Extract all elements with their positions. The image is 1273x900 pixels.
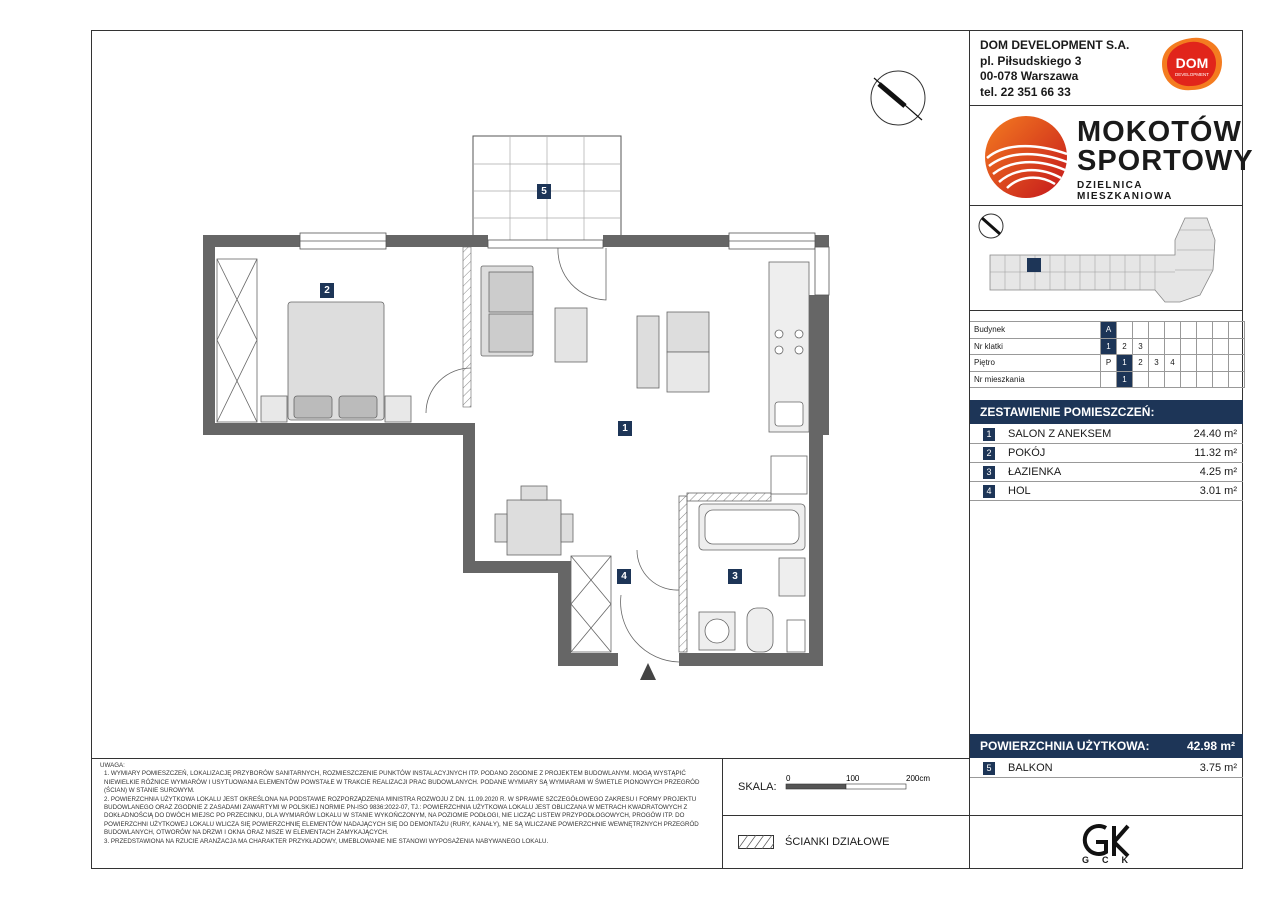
gck-letters: GCK	[1082, 855, 1141, 865]
location-table-row	[970, 338, 1245, 355]
room-name: BALKON	[1008, 762, 1053, 774]
room-row	[970, 444, 1243, 463]
location-table-cell	[1101, 371, 1117, 388]
total-area-bar	[970, 734, 1243, 758]
company-phone: tel. 22 351 66 33	[980, 84, 1071, 99]
room-area: 11.32 m²	[1194, 447, 1237, 459]
partition-wall	[463, 247, 471, 407]
plan-label-room-2: 2	[320, 283, 334, 298]
room-name: HOL	[1008, 485, 1031, 497]
location-table-cell: 1	[1117, 371, 1133, 388]
location-table	[970, 321, 1245, 388]
sofa	[481, 266, 587, 362]
location-table-cell	[1213, 338, 1229, 355]
scale-tick-0: 0	[786, 774, 791, 783]
location-table-cell: A	[1101, 322, 1117, 339]
location-table-cell	[1197, 338, 1213, 355]
room-area: 3.75 m²	[1199, 762, 1237, 774]
location-table-cell: 4	[1165, 355, 1181, 372]
note-item-1: 1. WYMIARY POMIESZCZEŃ, LOKALIZACJĘ PRZYBORÓW SANITARNYCH, ROZMIESZCZENIE PUNKTÓW INSTALACYJNYCH ITP. PODANO ZGODNIE Z PROJEKTEM BUDOWLANYM. MOGĄ WYSTĄPIĆ NIEWIELKIE RÓŻNICE WYMIARÓW I USYTUOWANIA ELEMENTÓW POWSTAŁE W TRAKCIE REALIZACJI PRAC BUDOWLANYCH. PODANE WYMIARY SĄ WYMIARAMI W ŚWIETLE PIONOWYCH PRZEGRÓD (ŚCIAN) W STANIE SUROWYM.	[104, 770, 700, 795]
room-number-badge: 4	[983, 485, 995, 498]
location-table-cell	[1181, 355, 1197, 372]
location-table-cell	[1181, 338, 1197, 355]
location-table-cell: 3	[1149, 355, 1165, 372]
room-row	[970, 482, 1243, 501]
location-table-label: Nr mieszkania	[970, 371, 1101, 388]
location-table-cell	[1165, 338, 1181, 355]
mini-compass-icon	[979, 214, 1003, 238]
location-table-cell: P	[1101, 355, 1117, 372]
minimap-divider	[970, 310, 1243, 311]
wardrobe	[217, 259, 257, 422]
location-table-cell	[1117, 322, 1133, 339]
brand-subtitle: DZIELNICA MIESZKANIOWA	[1077, 180, 1173, 202]
location-table-cell	[1181, 371, 1197, 388]
room-area: 24.40 m²	[1193, 428, 1237, 440]
company-info	[980, 38, 1129, 100]
location-table-cell	[1149, 371, 1165, 388]
brand-title-line-1: MOKOTÓW	[1077, 116, 1242, 148]
location-table-cell	[1149, 338, 1165, 355]
mokotow-logo-icon	[983, 114, 1069, 200]
kitchen-counter	[769, 262, 809, 432]
brand-title	[1077, 118, 1254, 176]
location-table-cell	[1165, 371, 1181, 388]
room-number-badge: 2	[983, 447, 995, 460]
room-row	[970, 425, 1243, 444]
hall-wardrobe	[571, 556, 611, 652]
location-table-cell	[1133, 371, 1149, 388]
scale-bar	[782, 772, 942, 794]
location-table-cell	[1229, 371, 1245, 388]
location-table-cell	[1229, 355, 1245, 372]
plan-label-room-5: 5	[537, 184, 551, 199]
location-table-cell	[1229, 322, 1245, 339]
room-row	[970, 463, 1243, 482]
note-item-3: 3. PRZEDSTAWIONA NA RZUCIE ARANŻACJA MA CHARAKTER PRZYKŁADOWY, UMEBLOWANIE NIE STANOWI WYPOSAŻENIA NABYWANEGO LOKALU.	[104, 837, 549, 845]
location-table-cell	[1229, 338, 1245, 355]
dom-development-logo	[1160, 36, 1224, 92]
utility-shaft	[771, 456, 807, 494]
company-address-1: pl. Piłsudskiego 3	[980, 53, 1082, 68]
location-table-cell: 1	[1101, 338, 1117, 355]
plan-label-room-1: 1	[618, 421, 632, 436]
selected-apartment-marker	[1027, 258, 1041, 272]
scale-label: SKALA:	[738, 781, 777, 793]
location-table-cell: 2	[1133, 355, 1149, 372]
company-divider	[970, 105, 1243, 106]
floor-plan	[91, 30, 969, 758]
location-table-cell	[1197, 355, 1213, 372]
dining-table	[495, 486, 573, 555]
scale-tick-200: 200cm	[906, 774, 931, 783]
note-item-2: 2. POWIERZCHNIA UŻYTKOWA LOKALU JEST OKREŚLONA NA PODSTAWIE ROZPORZĄDZENIA MINISTRA ROZWOJU Z DN. 11.09.2020 R. W SPRAWIE SZCZEGÓŁOWEGO ZAKRESU I FORMY PROJEKTU BUDOWLANEGO ORAZ ZGODNIE Z ZASADAMI ZAWARTYMI W POLSKIEJ NORMIE PN-ISO 9836:2022-07, TJ.: POWIERZCHNIA UŻYTKOWA LOKALU JEST OBLICZANA W METRACH KWADRATOWYCH Z DOKŁADNOŚCIĄ DO DWÓCH MIEJSC PO PRZECINKU, DLA WYMIARÓW LOKALU W STANIE WYKOŃCZONYM, NA POZIOMIE PODŁOGI, NIE LICZĄC LISTEW PRZYPODŁOGOWYCH, PROGÓW ITP. DO POWIERZCHNI UŻYTKOWEJ LOKALU WLICZA SIĘ POWIERZCHNIĘ ELEMENTÓW NADAJĄCYCH SIĘ DO DEMONTAŻU (RURY, KANAŁY), NIE SĄ WLICZANE POWIERZCHNIE WEWNĘTRZNYCH PRZEGRÓD BUDOWLANYCH, OTWORÓW NA DRZWI I OKNA ORAZ NISZE W ELEMENTACH ZAMYKAJĄCYCH.	[104, 795, 699, 837]
bathroom-door-swing	[637, 550, 679, 590]
bathroom	[679, 493, 805, 652]
location-table-cell	[1213, 371, 1229, 388]
gck-divider	[970, 815, 1243, 816]
dom-logo-subtext: DEVELOPMENT	[1174, 72, 1210, 77]
balcony-row	[970, 759, 1243, 778]
location-table-label: Piętro	[970, 355, 1101, 372]
north-arrow-icon	[871, 71, 925, 125]
legend-label: ŚCIANKI DZIAŁOWE	[785, 836, 890, 848]
room-area: 3.01 m²	[1199, 485, 1237, 497]
location-table-cell	[1165, 322, 1181, 339]
location-table-row	[970, 322, 1245, 339]
location-table-cell: 3	[1133, 338, 1149, 355]
total-area-label: POWIERZCHNIA UŻYTKOWA:	[980, 739, 1150, 753]
location-table-cell	[1133, 322, 1149, 339]
notes-block	[100, 762, 716, 846]
entrance-door-swing	[621, 595, 679, 662]
location-table-row	[970, 371, 1245, 388]
location-table-label: Budynek	[970, 322, 1101, 339]
location-table-cell	[1197, 322, 1213, 339]
location-table-cell: 1	[1117, 355, 1133, 372]
partition-wall-legend-icon	[738, 835, 774, 849]
room-number-badge: 1	[983, 428, 995, 441]
brand-divider	[970, 205, 1243, 206]
bed	[261, 302, 411, 422]
notes-divider	[91, 758, 969, 759]
room-number-badge: 3	[983, 466, 995, 479]
balcony-door-swing	[558, 248, 606, 300]
room-area: 4.25 m²	[1199, 466, 1237, 478]
project-brand	[975, 110, 1254, 202]
rooms-summary-header: ZESTAWIENIE POMIESZCZEŃ:	[970, 400, 1243, 424]
scale-tick-100: 100	[846, 774, 860, 783]
company-address-2: 00-078 Warszawa	[980, 69, 1079, 83]
entrance-arrow-icon	[640, 663, 656, 680]
location-table-row	[970, 355, 1245, 372]
media-unit	[637, 312, 709, 392]
windows	[300, 233, 829, 295]
location-table-cell	[1197, 371, 1213, 388]
location-table-cell	[1149, 322, 1165, 339]
company-name: DOM DEVELOPMENT S.A.	[980, 38, 1130, 52]
room-name: POKÓJ	[1008, 447, 1046, 459]
scale-legend-divider	[722, 815, 969, 816]
room-name: ŁAZIENKA	[1008, 466, 1062, 478]
total-area-value: 42.98 m²	[1186, 739, 1235, 753]
room-name: SALON Z ANEKSEM	[1008, 428, 1112, 440]
location-table-cell	[1213, 322, 1229, 339]
plan-label-room-3: 3	[728, 569, 742, 584]
plan-label-room-4: 4	[617, 569, 631, 584]
notes-title: UWAGA:	[100, 762, 125, 769]
location-table-label: Nr klatki	[970, 338, 1101, 355]
location-table-cell	[1181, 322, 1197, 339]
brand-title-line-2: SPORTOWY	[1077, 145, 1254, 177]
site-key-plan	[975, 210, 1240, 305]
location-table-cell	[1213, 355, 1229, 372]
dom-logo-text: DOM	[1175, 55, 1209, 71]
notes-scale-divider	[722, 758, 723, 869]
location-table-cell: 2	[1117, 338, 1133, 355]
room-number-badge: 5	[983, 762, 995, 775]
